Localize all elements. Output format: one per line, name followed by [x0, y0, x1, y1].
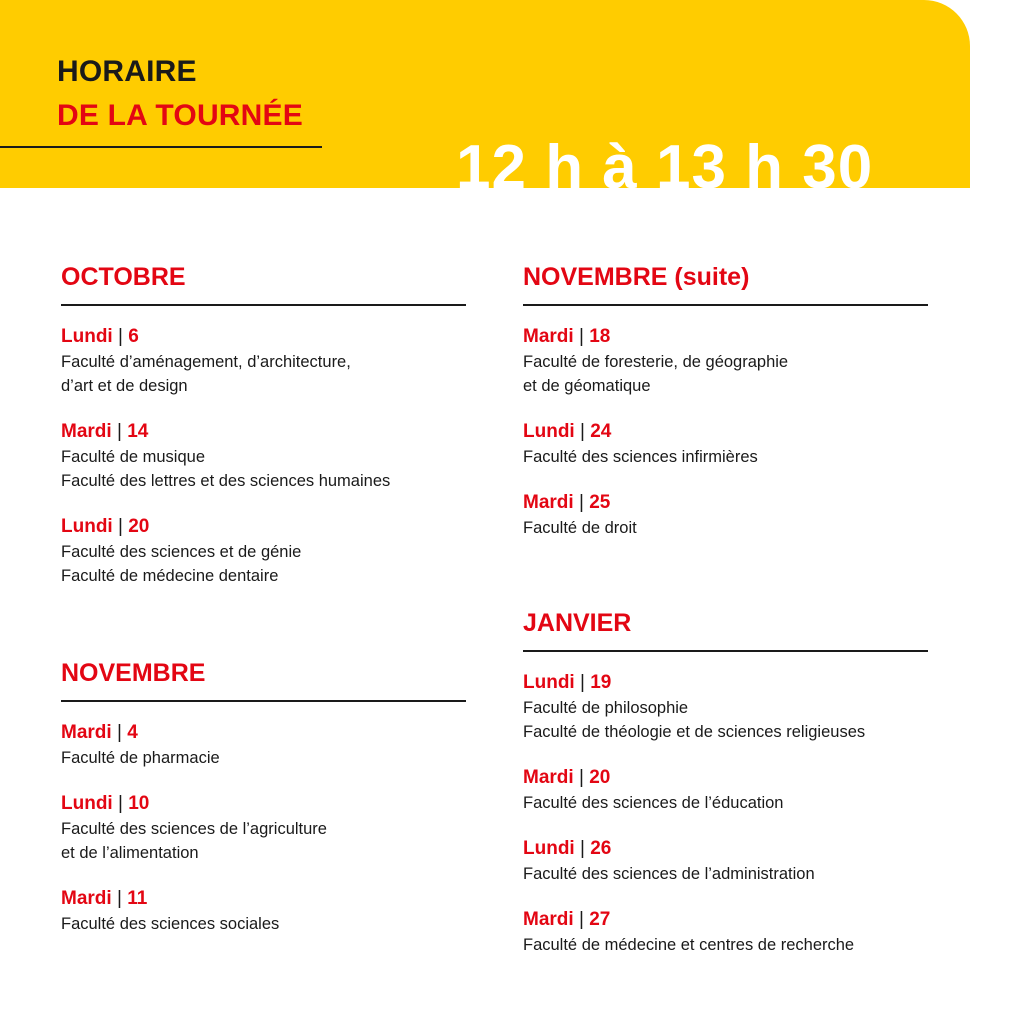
entry-day-number: 14: [127, 421, 149, 442]
schedule-entry: [61, 324, 481, 398]
entry-separator: |: [116, 722, 122, 743]
entry-date: [523, 836, 943, 862]
schedule-entry: [61, 514, 481, 588]
time-range-clip: [440, 120, 970, 188]
entry-date: [61, 324, 481, 350]
section-heading: NOVEMBRE (suite): [523, 263, 750, 291]
section-heading: NOVEMBRE: [61, 659, 206, 687]
entry-day-number: 10: [128, 793, 150, 814]
schedule-entry: [523, 419, 943, 469]
schedule-entry: [523, 324, 943, 398]
schedule-entry: [523, 907, 943, 957]
schedule-list: [523, 324, 943, 540]
entry-date: [523, 907, 943, 933]
faculty-name: d’art et de design: [61, 377, 188, 395]
entry-separator: |: [578, 492, 584, 513]
entry-separator: |: [579, 838, 585, 859]
entry-day-number: 26: [590, 838, 612, 859]
section-octobre: [61, 258, 481, 609]
entry-day-number: 18: [589, 326, 611, 347]
entry-day-number: 24: [590, 421, 612, 442]
page-title-line2: DE LA TOURNÉE: [57, 99, 303, 132]
entry-separator: |: [579, 672, 585, 693]
section-heading: OCTOBRE: [61, 263, 186, 291]
entry-day-number: 27: [589, 909, 611, 930]
entry-day: Mardi: [523, 767, 574, 788]
section-novembre: [61, 654, 481, 957]
faculty-name: Faculté des lettres et des sciences humaines: [61, 472, 391, 490]
entry-separator: |: [117, 793, 123, 814]
schedule-entry: [523, 836, 943, 886]
entry-day-number: 11: [127, 888, 148, 909]
entry-day-number: 6: [128, 326, 139, 347]
section-divider: [61, 304, 466, 306]
entry-day: Lundi: [523, 838, 575, 859]
section-janvier: [523, 604, 943, 978]
entry-day: Mardi: [523, 909, 574, 930]
title-divider: [0, 146, 322, 148]
entry-date: [523, 490, 943, 516]
faculty-name: Faculté des sciences de l’éducation: [523, 794, 784, 812]
faculty-name: Faculté de droit: [523, 519, 637, 537]
faculty-name: Faculté de médecine et centres de recherche: [523, 936, 855, 954]
entry-separator: |: [578, 909, 584, 930]
faculty-name: Faculté des sciences de l’agriculture: [61, 820, 327, 838]
entry-date: [523, 670, 943, 696]
schedule-list: [523, 670, 943, 957]
entry-day-number: 19: [590, 672, 612, 693]
entry-separator: |: [578, 767, 584, 788]
faculty-name: Faculté de musique: [61, 448, 205, 466]
schedule-entry: [61, 791, 481, 865]
section-divider: [61, 700, 466, 702]
faculty-name: et de l’alimentation: [61, 844, 199, 862]
entry-date: [523, 419, 943, 445]
faculty-name: Faculté de théologie et de sciences religieuses: [523, 723, 866, 741]
entry-date: [61, 791, 481, 817]
entry-day-number: 20: [589, 767, 611, 788]
entry-separator: |: [579, 421, 585, 442]
schedule-list: [61, 324, 481, 588]
entry-day: Lundi: [61, 326, 113, 347]
faculty-name: Faculté de foresterie, de géographie: [523, 353, 789, 371]
faculty-name: Faculté des sciences et de génie: [61, 543, 302, 561]
schedule-entry: [523, 490, 943, 540]
entry-day: Lundi: [523, 421, 575, 442]
entry-day: Lundi: [61, 793, 113, 814]
entry-day: Mardi: [61, 888, 112, 909]
faculty-name: Faculté des sciences infirmières: [523, 448, 758, 466]
entry-separator: |: [116, 421, 122, 442]
entry-separator: |: [117, 516, 123, 537]
entry-date: [61, 419, 481, 445]
faculty-name: Faculté de médecine dentaire: [61, 567, 279, 585]
entry-day-number: 4: [127, 722, 138, 743]
faculty-name: Faculté de pharmacie: [61, 749, 220, 767]
entry-date: [523, 765, 943, 791]
entry-date: [61, 886, 481, 912]
entry-day: Lundi: [523, 672, 575, 693]
entry-day: Lundi: [61, 516, 113, 537]
entry-day: Mardi: [523, 492, 574, 513]
entry-separator: |: [116, 888, 122, 909]
entry-day: Mardi: [61, 722, 112, 743]
entry-day-number: 25: [589, 492, 611, 513]
section-novembre-suite: [523, 258, 943, 561]
section-divider: [523, 304, 928, 306]
entry-date: [61, 720, 481, 746]
time-range: 12 h à 13 h 30: [456, 133, 874, 188]
entry-date: [523, 324, 943, 350]
schedule-entry: [523, 765, 943, 815]
entry-date: [61, 514, 481, 540]
faculty-name: Faculté des sciences sociales: [61, 915, 280, 933]
entry-day: Mardi: [523, 326, 574, 347]
schedule-entry: [523, 670, 943, 744]
entry-day-number: 20: [128, 516, 150, 537]
faculty-name: Faculté d’aménagement, d’architecture,: [61, 353, 351, 371]
faculty-name: et de géomatique: [523, 377, 651, 395]
schedule-entry: [61, 720, 481, 770]
schedule-entry: [61, 886, 481, 936]
section-divider: [523, 650, 928, 652]
entry-separator: |: [578, 326, 584, 347]
faculty-name: Faculté des sciences de l’administration: [523, 865, 815, 883]
section-heading: JANVIER: [523, 609, 632, 637]
schedule-list: [61, 720, 481, 936]
page-title-line1: HORAIRE: [57, 55, 197, 88]
entry-separator: |: [117, 326, 123, 347]
faculty-name: Faculté de philosophie: [523, 699, 689, 717]
schedule-entry: [61, 419, 481, 493]
entry-day: Mardi: [61, 421, 112, 442]
